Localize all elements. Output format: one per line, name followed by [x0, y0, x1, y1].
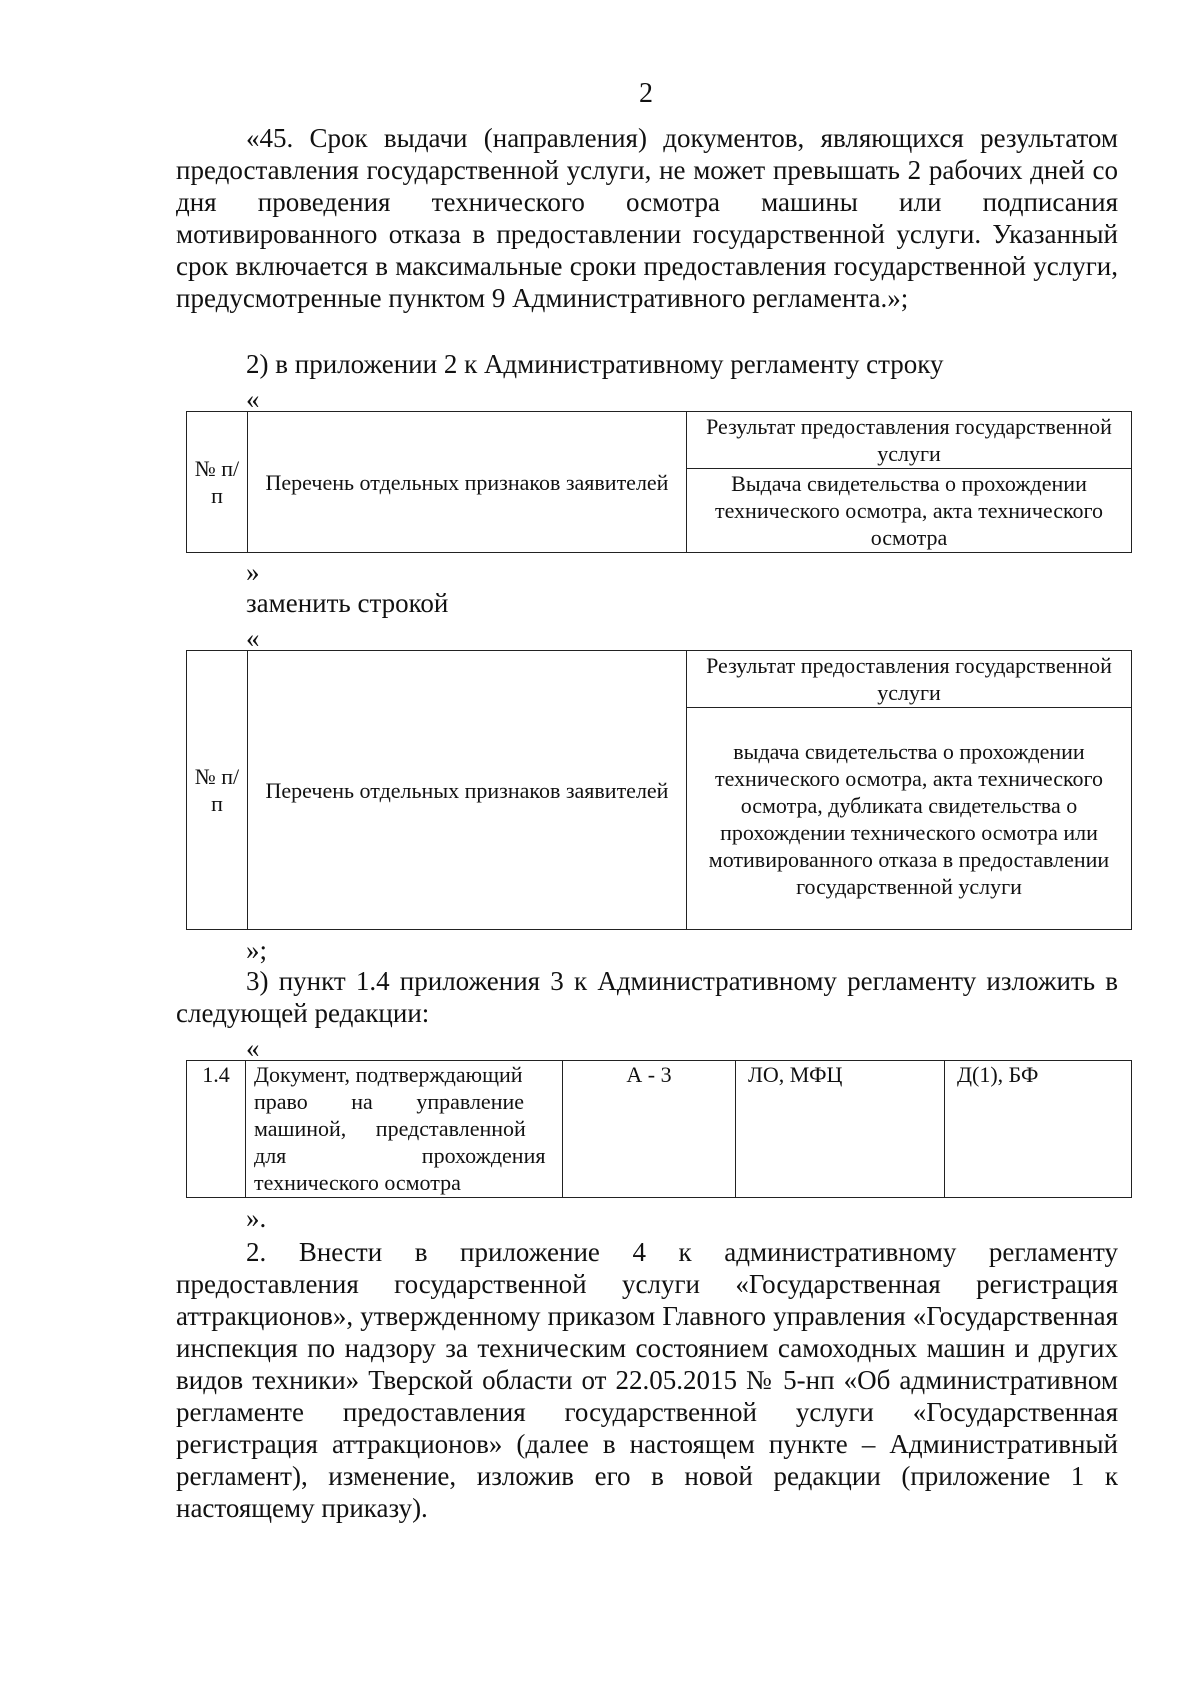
- close-quote: »;: [246, 935, 268, 965]
- open-quote: «: [246, 1033, 260, 1063]
- table-original-row: [186, 411, 1132, 553]
- table-cell-result-value: Выдача свидетельства о прохождении технического осмотра, акта технического осмотра: [687, 469, 1132, 553]
- page-number: 2: [639, 78, 653, 109]
- close-quote: »: [246, 557, 260, 587]
- open-quote: «: [246, 384, 260, 414]
- doc-line: Документ, подтверждающий: [254, 1062, 523, 1087]
- table-cell-number-header: № п/п: [187, 412, 248, 553]
- table-cell-result-header: Результат предоставления государственной услуги: [687, 651, 1132, 708]
- doc-line: для прохождения: [254, 1143, 546, 1168]
- table-cell-item-number: 1.4: [187, 1061, 246, 1198]
- open-quote: «: [246, 623, 260, 653]
- table-cell-place: ЛО, МФЦ: [736, 1061, 945, 1198]
- close-quote: ».: [246, 1203, 267, 1233]
- table-item-1-4: [186, 1060, 1132, 1198]
- doc-line: технического осмотра: [254, 1170, 461, 1195]
- paragraph-45: «45. Срок выдачи (направления) документов, являющихся результатом предоставления государственной услуги, не может превышать 2 рабочих дней со дня проведения технического осмотра машины или подписания мотивированного отказа в предоставлении государственной услуги. Указанный срок включается в максимальные сроки предоставления государственной услуги, предусмотренные пунктом 9 Административного регламента.»;: [176, 123, 1118, 313]
- doc-line: право на управление: [254, 1089, 525, 1114]
- table-cell-code: А - 3: [563, 1061, 736, 1198]
- table-new-row: [186, 650, 1132, 930]
- table-cell-list-header: Перечень отдельных признаков заявителей: [248, 651, 687, 930]
- table-cell-result-value: выдача свидетельства о прохождении технического осмотра, акта технического осмотра, дубликата свидетельства о прохождении технического осмотра или мотивированного отказа в предоставлении государственной услуги: [687, 708, 1132, 930]
- doc-line: машиной, представленной: [254, 1116, 526, 1141]
- table-cell-list-header: Перечень отдельных признаков заявителей: [248, 412, 687, 553]
- table-cell-form: Д(1), БФ: [945, 1061, 1132, 1198]
- table-cell-number-header: № п/п: [187, 651, 248, 930]
- replace-with-text: заменить строкой: [246, 588, 449, 618]
- table-cell-result-header: Результат предоставления государственной услуги: [687, 412, 1132, 469]
- table-cell-document-name: [246, 1061, 563, 1198]
- item-2-text: 2) в приложении 2 к Административному регламенту строку: [246, 349, 944, 379]
- item-3-text: 3) пункт 1.4 приложения 3 к Административному регламенту изложить в следующей редакции:: [176, 966, 1118, 1028]
- paragraph-2: 2. Внести в приложение 4 к административному регламенту предоставления государственной услуги «Государственная регистрация аттракционов», утвержденному приказом Главного управления «Государственная инспекция по надзору за техническим состоянием самоходных машин и других видов техники» Тверской области от 22.05.2015 № 5-нп «Об административном регламенте предоставления государственной услуги «Государственная регистрация аттракционов» (далее в настоящем пункте – Административный регламент), изменение, изложив его в новой редакции (приложение 1 к настоящему приказу).: [176, 1237, 1118, 1523]
